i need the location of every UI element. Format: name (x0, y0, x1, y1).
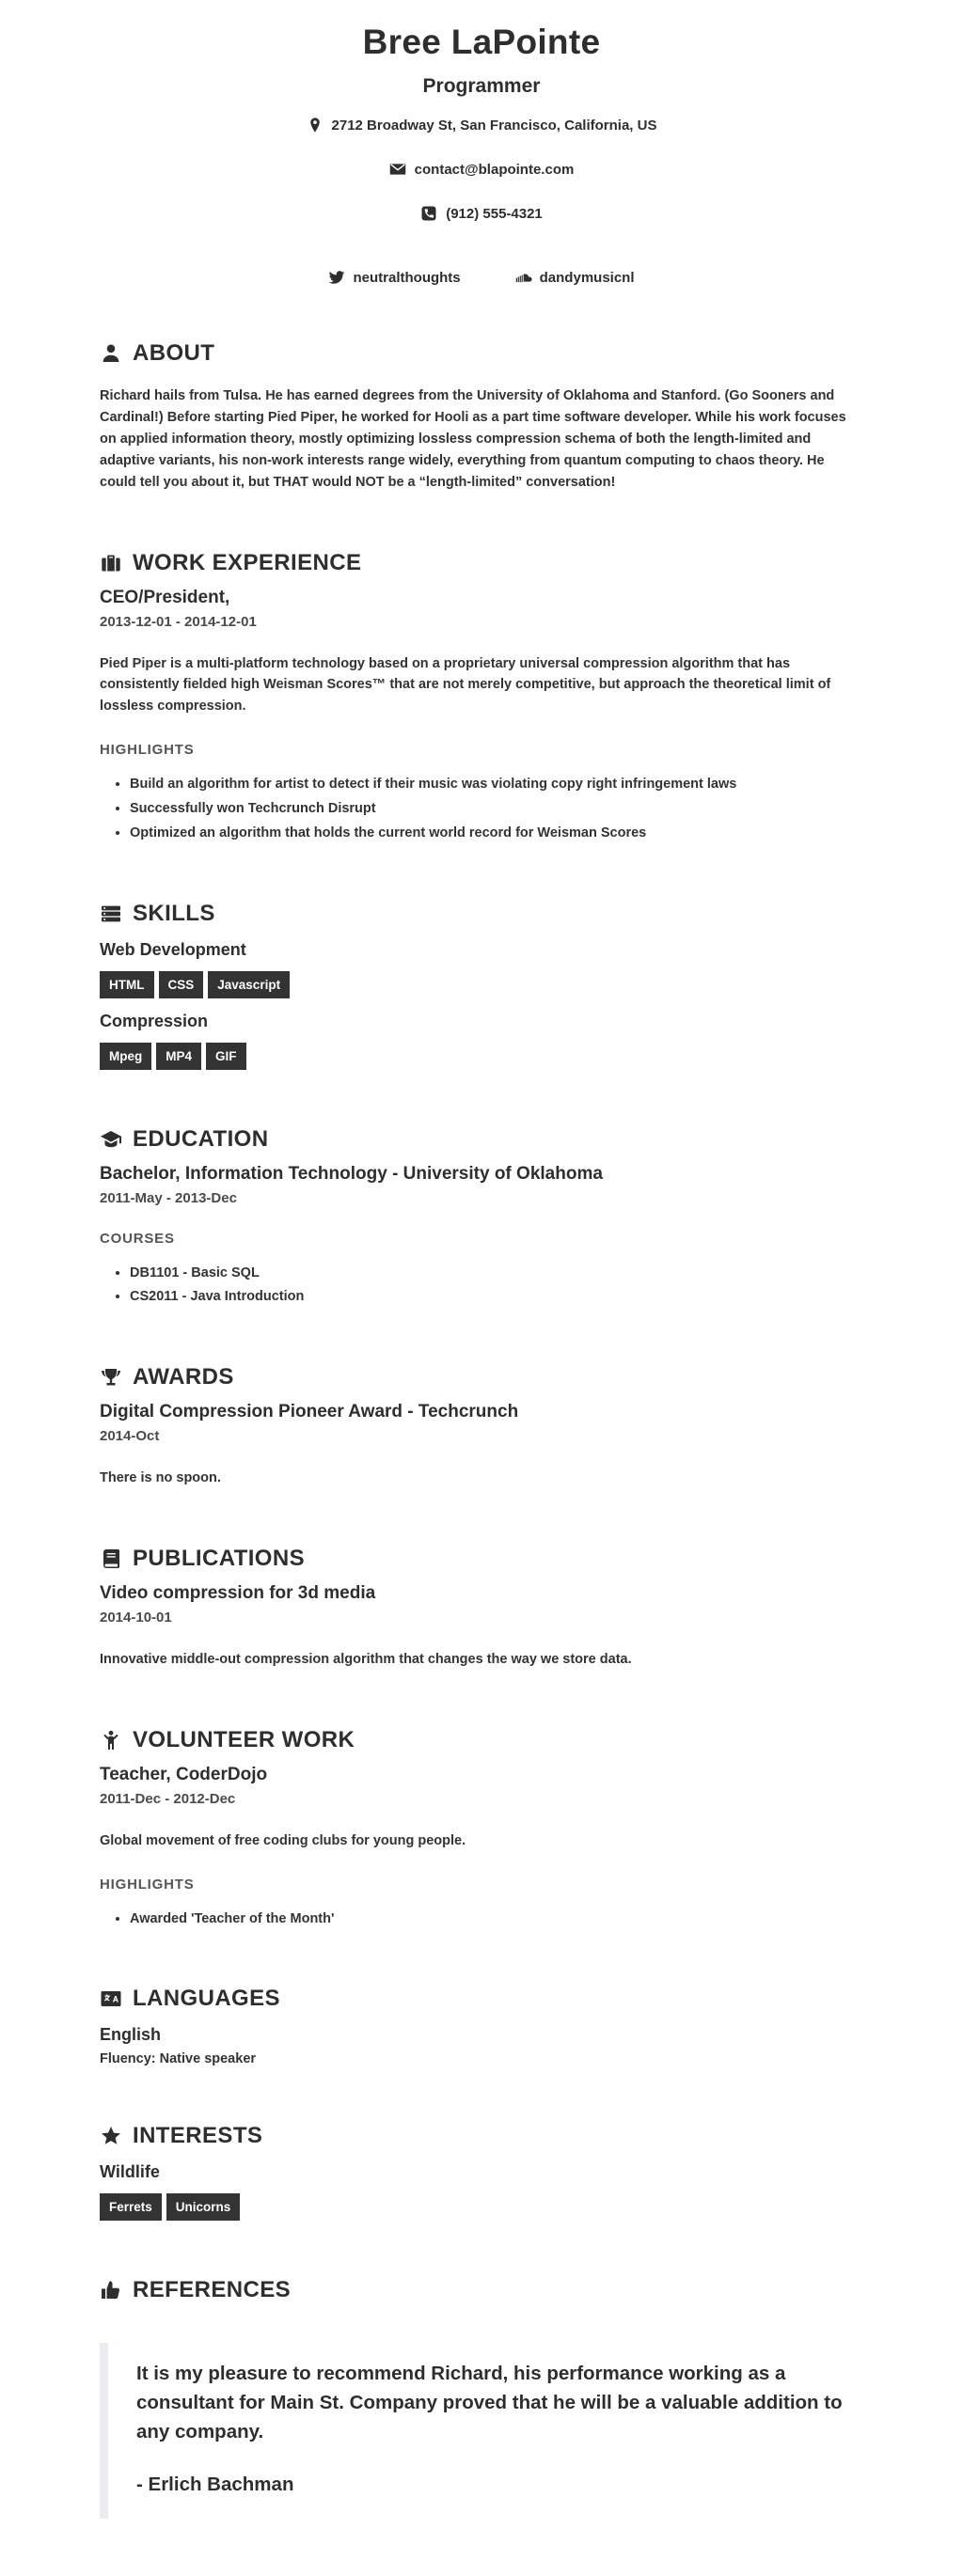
book-icon (100, 1547, 122, 1570)
education-heading-text: EDUCATION (133, 1125, 269, 1152)
language-icon (100, 1987, 122, 2010)
reference-blockquote (100, 2343, 863, 2518)
volunteer-highlights-label: HIGHLIGHTS (100, 1876, 195, 1893)
volunteer-highlights-list (100, 1909, 863, 1930)
references-heading-text: REFERENCES (133, 2277, 292, 2303)
phone-line (100, 205, 863, 222)
work-highlight-item: • Successfully won Techcrunch Disrupt (130, 799, 863, 820)
phone-square-icon (420, 205, 437, 222)
publication-summary: Innovative middle-out compression algorithm that changes the way we store data. (100, 1651, 632, 1667)
phone-text[interactable]: (912) 555-4321 (446, 205, 543, 222)
skill-tags (100, 971, 863, 998)
section-about (100, 340, 863, 494)
section-education (100, 1126, 863, 1309)
volunteer-position: Teacher, CoderDojo (100, 1764, 268, 1784)
skill-group-name: Web Development (100, 939, 246, 959)
language-fluency: Fluency: Native speaker (100, 2051, 257, 2067)
soundcloud-icon (515, 269, 532, 286)
skill-tag: CSS (159, 971, 204, 998)
skills-heading (100, 901, 863, 927)
skill-tag: HTML (100, 971, 154, 998)
email-text[interactable]: contact@blapointe.com (414, 161, 575, 178)
course-item: • DB1101 - Basic SQL (130, 1264, 863, 1284)
work-highlight-item: • Optimized an algorithm that holds the current world record for Weisman Scores (130, 824, 863, 844)
about-heading-text: ABOUT (133, 340, 215, 366)
soundcloud-profile (515, 269, 635, 286)
award-summary: There is no spoon. (100, 1470, 221, 1485)
person-name: Bree LaPointe (362, 23, 601, 61)
publication-title: Video compression for 3d media (100, 1582, 376, 1603)
volunteer-dates: 2011-Dec - 2012-Dec (100, 1790, 236, 1807)
work-position: CEO/President, (100, 587, 230, 607)
skill-tag: MP4 (156, 1043, 201, 1070)
interest-tag: Unicorns (166, 2193, 241, 2221)
education-degree: Bachelor, Information Technology - University of Oklahoma (100, 1163, 603, 1184)
references-heading (100, 2277, 863, 2303)
section-work (100, 550, 863, 844)
award-title: Digital Compression Pioneer Award - Techcrunch (100, 1402, 519, 1422)
work-dates: 2013-12-01 - 2014-12-01 (100, 613, 257, 630)
interest-tags (100, 2193, 863, 2221)
twitter-profile (328, 269, 460, 286)
twitter-username[interactable]: neutralthoughts (353, 269, 461, 286)
section-references (100, 2277, 863, 2518)
interest-name: Wildlife (100, 2162, 160, 2182)
thumbs-up-icon (100, 2279, 122, 2301)
education-courses-label: COURSES (100, 1230, 175, 1247)
volunteer-summary: Global movement of free coding clubs for young people. (100, 1832, 466, 1848)
languages-heading (100, 1986, 863, 2012)
reference-author: - Erlich Bachman (136, 2473, 294, 2495)
publications-heading-text: PUBLICATIONS (133, 1545, 306, 1571)
skill-tag: Mpeg (100, 1043, 151, 1070)
work-highlights-list (100, 775, 863, 843)
work-highlight-item: • Build an algorithm for artist to detect if their music was violating copy right infringement laws (130, 775, 863, 795)
star-icon (100, 2125, 122, 2147)
resume-header (100, 0, 863, 286)
reference-quote-text: It is my pleasure to recommend Richard, his performance working as a consultant for Main St. Company proved that he will be a valuable addition to any company. (136, 2363, 843, 2442)
envelope-icon (389, 161, 406, 178)
skills-heading-text: SKILLS (133, 900, 215, 926)
education-heading (100, 1126, 863, 1153)
location-line (100, 117, 863, 134)
briefcase-icon (100, 552, 122, 574)
trophy-icon (100, 1366, 122, 1389)
child-icon (100, 1729, 122, 1751)
section-volunteer (100, 1727, 863, 1930)
publication-date: 2014-10-01 (100, 1609, 172, 1626)
skill-group-name: Compression (100, 1011, 209, 1030)
course-item: • CS2011 - Java Introduction (130, 1287, 863, 1308)
location-text: 2712 Broadway St, San Francisco, California, US (331, 117, 657, 134)
volunteer-heading (100, 1727, 863, 1753)
section-awards (100, 1364, 863, 1489)
user-icon (100, 342, 122, 365)
graduation-cap-icon (100, 1128, 122, 1151)
award-date: 2014-Oct (100, 1428, 160, 1444)
volunteer-highlight-item: • Awarded 'Teacher of the Month' (130, 1909, 863, 1930)
soundcloud-username[interactable]: dandymusicnl (539, 269, 635, 286)
about-summary: Richard hails from Tulsa. He has earned degrees from the University of Oklahoma and Stanford. (Go Sooners and Cardinal!) Before starting Pied Piper, he worked for Hooli as a part time software developer. While his work focuses on applied information theory, mostly optimizing lossless compression schema of both the length-limited and adaptive variants, his non-work interests range widely, everything from quantum computing to chaos theory. He could tell you about it, but THAT would NOT be a “length-limited” conversation! (100, 388, 846, 490)
skill-tag: GIF (206, 1043, 246, 1070)
section-languages (100, 1986, 863, 2066)
work-summary: Pied Piper is a multi-platform technology based on a proprietary universal compression algorithm that has consistently fielded high Weisman Scores™ that are not merely competitive, but approach the theoretical limit of lossless compression. (100, 655, 831, 715)
section-publications (100, 1546, 863, 1671)
skill-tags (100, 1043, 863, 1070)
interests-heading-text: INTERESTS (133, 2123, 263, 2149)
section-interests (100, 2123, 863, 2221)
social-profiles (100, 269, 863, 286)
twitter-icon (328, 269, 345, 286)
interests-heading (100, 2123, 863, 2149)
awards-heading-text: AWARDS (133, 1364, 234, 1390)
email-line (100, 161, 863, 178)
interest-tag: Ferrets (100, 2193, 162, 2221)
language-name: English (100, 2025, 162, 2045)
work-highlights-label: HIGHLIGHTS (100, 742, 195, 759)
resume-page (100, 0, 863, 2519)
volunteer-heading-text: VOLUNTEER WORK (133, 1726, 355, 1752)
about-heading (100, 340, 863, 367)
awards-heading (100, 1364, 863, 1390)
languages-heading-text: LANGUAGES (133, 1986, 280, 2012)
work-heading (100, 550, 863, 576)
education-courses-list (100, 1264, 863, 1309)
publications-heading (100, 1546, 863, 1572)
education-dates: 2011-May - 2013-Dec (100, 1189, 237, 1206)
job-title: Programmer (422, 75, 541, 97)
section-skills (100, 901, 863, 1070)
server-icon (100, 903, 122, 925)
skill-tag: Javascript (208, 971, 290, 998)
work-heading-text: WORK EXPERIENCE (133, 549, 362, 575)
map-marker-icon (307, 117, 324, 134)
